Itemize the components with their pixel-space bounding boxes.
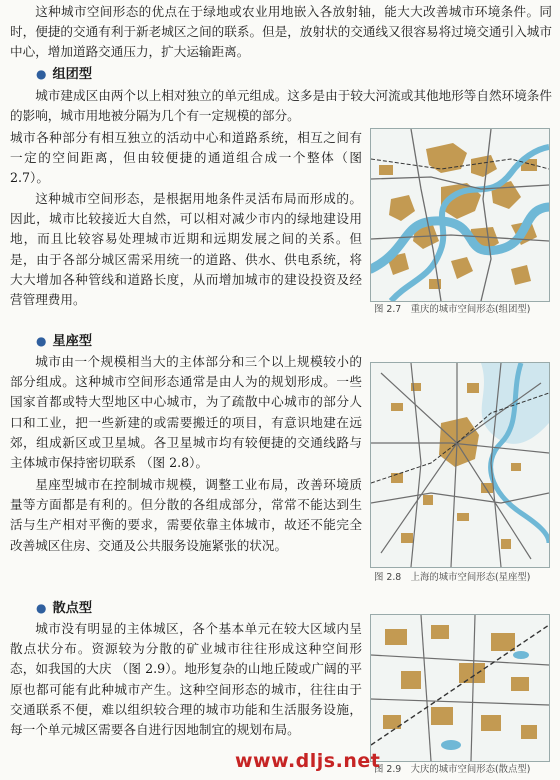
heading-scatter-label: 散点型	[52, 601, 93, 616]
site-watermark: www.dljs.net	[235, 750, 381, 772]
scatter-paragraph-1: 城市没有明显的主体城区，各个基本单元在较大区域内呈散点状分布。资源较为分散的矿业城市往往形成这种空间形态，如我国的大庆 （图 2.9）。地形复杂的山地丘陵或广阔的平原也都可能有此种城市产生。这种空间形态的城市，往往由于交通联系不便，难以组织较合理的城市功能和生活服务设施，每一个单元城区需要各自进行因地制宜的规划布局。	[10, 621, 362, 738]
star-paragraph-2: 星座型城市在控制城市规模，调整工业布局，改善环境质量等方面都是有利的。但分散的各组成部分，常常不能达到生活与生产相对平衡的要求，需要依靠主体城市，故还不能完全改善城区住房、交通及公共服务设施紧张的状况。	[10, 477, 362, 553]
figure-caption-2-9: 图 2.9 大庆的城市空间形态(散点型)	[374, 764, 531, 775]
cluster-paragraph-1: 城市建成区由两个以上相对独立的单元组成。这多是由于较大河流或其他地形等自然环境条件的影响，城市用地被分隔为几个有一定规模的部分。	[10, 88, 552, 124]
figure-caption-2-7: 图 2.7 重庆的城市空间形态(组团型)	[374, 304, 531, 315]
star-paragraph-1: 城市由一个规模相当大的主体部分和三个以上规模较小的部分组成。这种城市空间形态通常是由人为的规划形成。一些国家首都或特大型地区中心城市，为了疏散中心城市的部分人口和工业，把一些新建的或需要搬迁的项目，有意识地建在远郊，组成新区或卫星城。各卫星城市均有较便捷的交通线路与主体城市保持密切联系 （图 2.8）。	[10, 354, 362, 471]
figure-chongqing-map	[370, 128, 550, 302]
heading-star-label: 星座型	[52, 334, 93, 349]
figure-daqing-map	[370, 614, 550, 762]
heading-cluster-label: 组团型	[52, 67, 93, 82]
figure-shanghai-map	[370, 362, 550, 568]
figure-caption-2-8: 图 2.8 上海的城市空间形态(星座型)	[374, 572, 531, 583]
bullet-icon: ●	[36, 67, 47, 81]
intro-paragraph: 这种城市空间形态的优点在于绿地或农业用地嵌入各放射轴，能大大改善城市环境条件。同时，便捷的交通有利于新老城区之间的联系。但是，放射状的交通线又很容易将过境交通引入城市中心，增加道路交通压力，扩大运输距离。	[10, 4, 552, 60]
heading-scatter	[36, 598, 92, 619]
cluster-paragraph-2: 城市各种部分有相互独立的活动中心和道路系统，相互之间有一定的空间距离，但由较便捷的通道组合成一个整体（图 2.7）。	[10, 130, 362, 186]
bullet-icon: ●	[36, 334, 47, 348]
heading-cluster	[36, 64, 92, 85]
heading-star	[36, 331, 92, 352]
cluster-paragraph-3: 这种城市空间形态，是根据用地条件灵活布局而形成的。因此，城市比较接近大自然，可以相对减少市内的绿地建设用地，而且比较容易处理城市近期和远期发展之间的关系。但是，由于各部分城区需采用统一的道路、供水、供电系统，将大大增加各种管线和道路长度，从而增加城市的建设投资及经营管理费用。	[10, 191, 362, 308]
bullet-icon: ●	[36, 601, 47, 615]
